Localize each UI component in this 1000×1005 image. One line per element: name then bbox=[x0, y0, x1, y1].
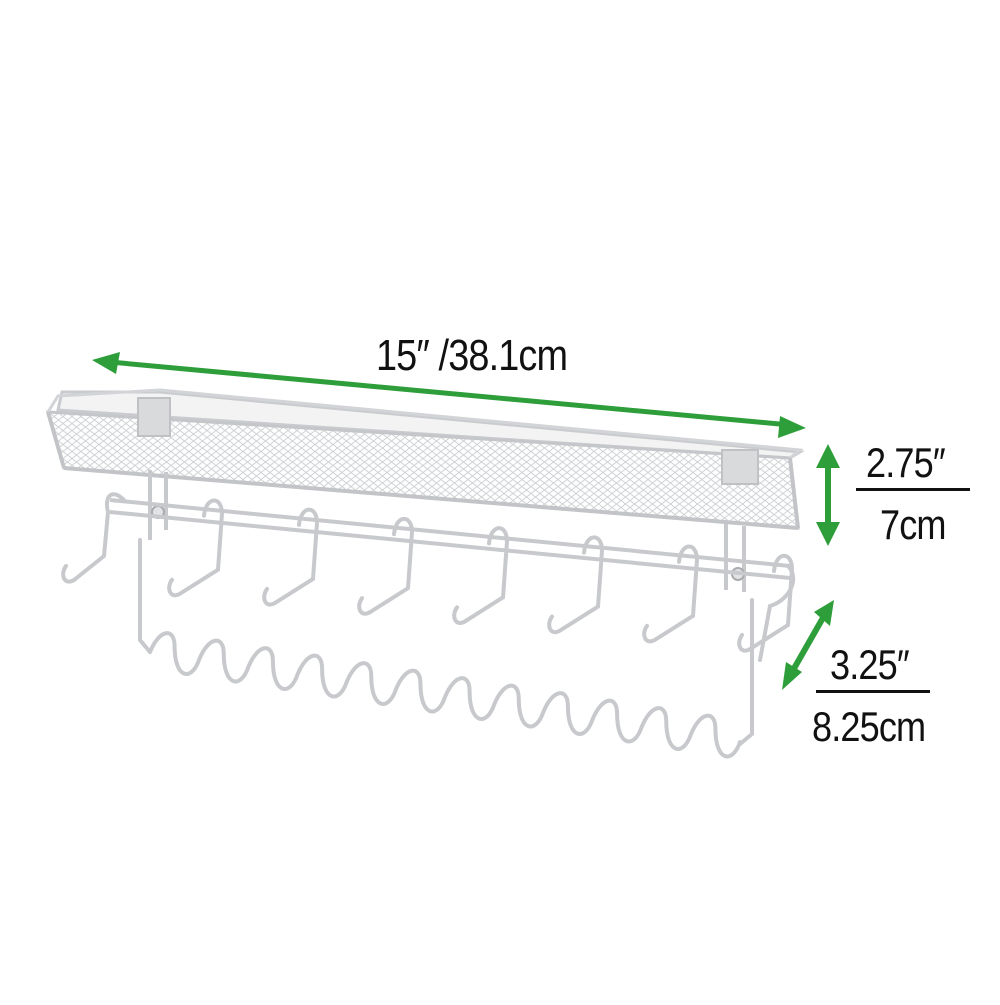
hook bbox=[169, 500, 222, 595]
hook bbox=[454, 528, 507, 623]
depth-imperial-label: 3.25″ bbox=[830, 641, 909, 688]
height-imperial-label: 2.75″ bbox=[866, 439, 945, 486]
lower-wave-bar bbox=[150, 633, 740, 756]
hook bbox=[63, 494, 124, 581]
height-fraction-line bbox=[856, 488, 970, 491]
hook bbox=[264, 510, 317, 605]
hook bbox=[549, 537, 602, 632]
hook bbox=[359, 519, 412, 614]
height-dimension-arrow bbox=[816, 444, 840, 546]
depth-metric-label: 8.25cm bbox=[812, 703, 926, 750]
height-metric-label: 7cm bbox=[880, 501, 946, 548]
width-label: 15″ /38.1cm bbox=[376, 331, 568, 380]
hook bbox=[644, 547, 697, 642]
depth-fraction-line bbox=[816, 690, 930, 693]
